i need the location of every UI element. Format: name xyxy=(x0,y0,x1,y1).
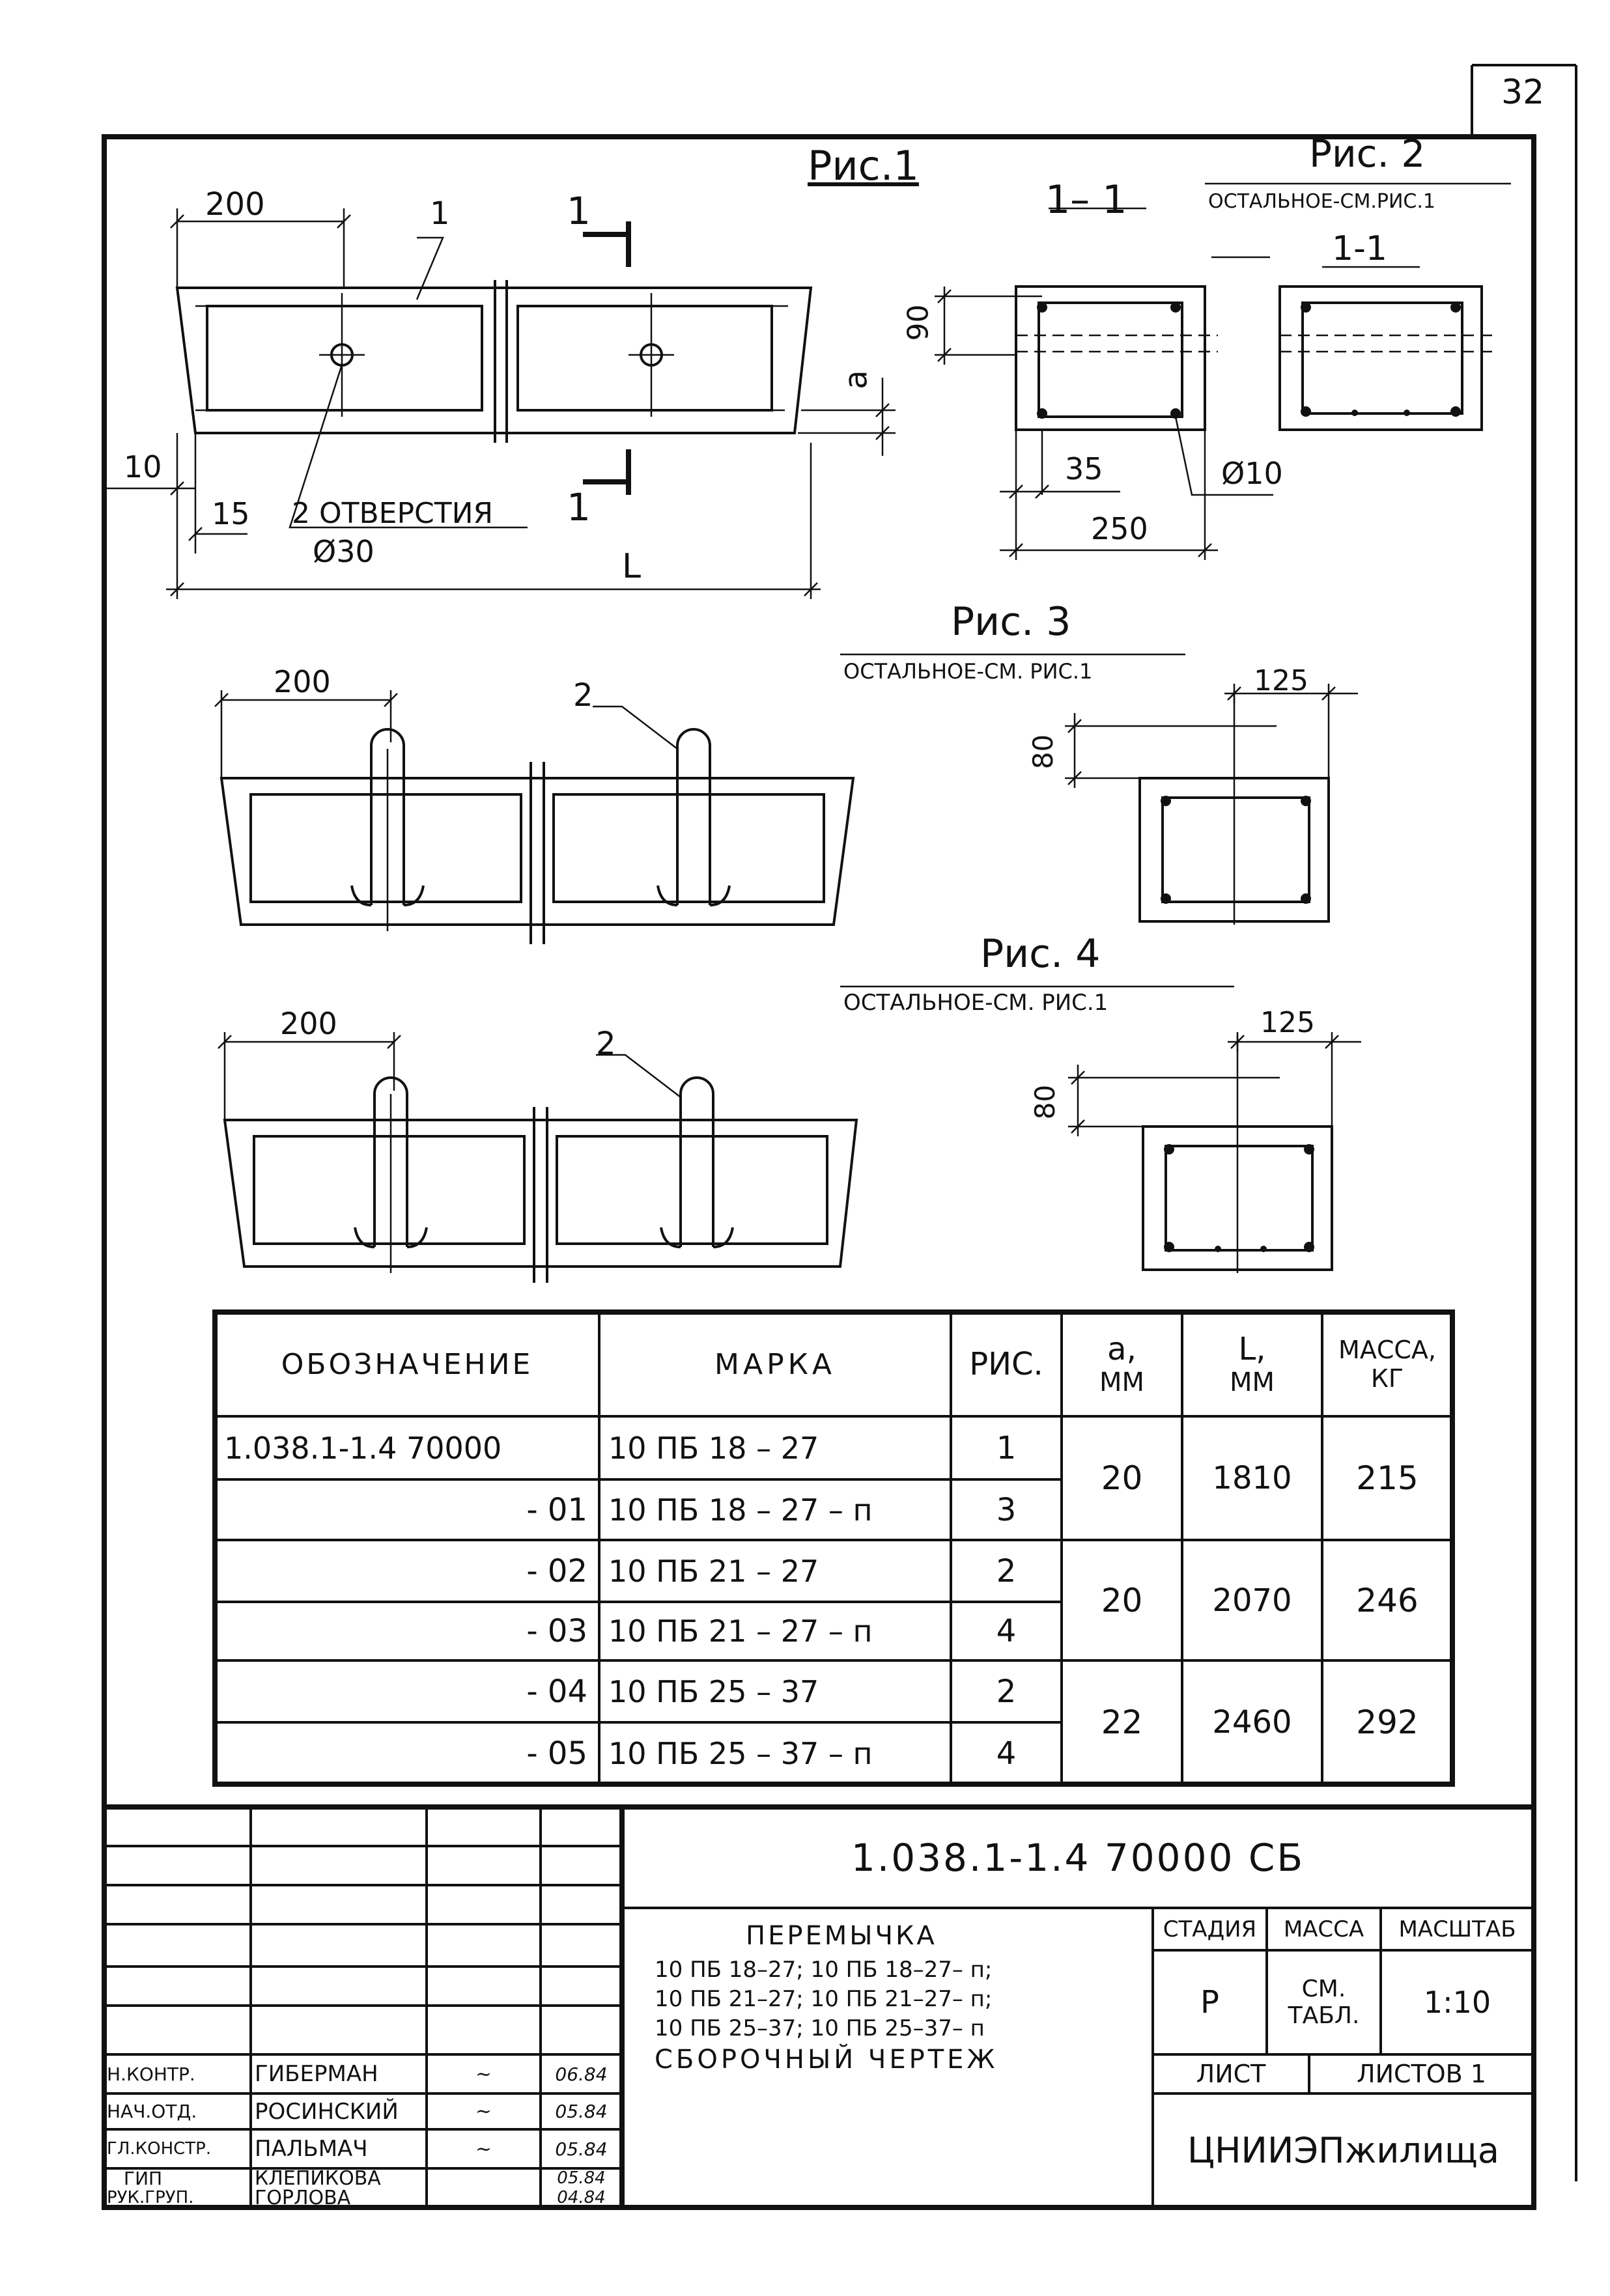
sign-date-5: 04.84 xyxy=(557,2188,606,2207)
table-row-4-mark: 10 ПБ 21 – 27 – п xyxy=(608,1614,873,1649)
fig1-section-mark-bottom: 1 xyxy=(567,485,591,529)
sign-role-1: Н.КОНТР. xyxy=(107,2063,195,2085)
header-L-unit: ММ xyxy=(1229,1367,1275,1397)
stage-label: СТАДИЯ xyxy=(1163,1916,1257,1942)
marks-line-1: 10 ПБ 18–27; 10 ПБ 18–27– п; xyxy=(655,1957,993,1983)
header-mass-unit: КГ xyxy=(1370,1364,1404,1393)
fig3-dim-200: 200 xyxy=(274,664,331,699)
fig1-dim-250: 250 xyxy=(1091,511,1148,546)
group-1-a: 20 xyxy=(1101,1459,1143,1497)
table-row-4-designation: - 03 xyxy=(526,1613,587,1649)
header-a-label: a, xyxy=(1107,1331,1137,1367)
header-designation: ОБОЗНАЧЕНИЕ xyxy=(281,1347,533,1381)
fig1-position-1: 1 xyxy=(430,195,450,232)
fig3-title: Рис. 3 xyxy=(951,599,1071,645)
sign-name-1: ГИБЕРМАН xyxy=(255,2061,378,2087)
header-mass-label: МАССА, xyxy=(1338,1336,1436,1364)
table-row-5-fig: 2 xyxy=(996,1673,1017,1710)
header-fig: РИС. xyxy=(969,1346,1043,1382)
group-3-L: 2460 xyxy=(1212,1704,1292,1741)
table-row-6-mark: 10 ПБ 25 – 37 – п xyxy=(608,1735,873,1771)
table-row-2-fig: 3 xyxy=(996,1491,1017,1528)
fig1-section-title: 1– 1 xyxy=(1045,177,1127,223)
fig4-dim-125: 125 xyxy=(1260,1006,1315,1039)
group-3-mass: 292 xyxy=(1356,1703,1419,1741)
stage-value: Р xyxy=(1200,1984,1219,2021)
fig1-dim-10: 10 xyxy=(124,449,162,484)
mass-value xyxy=(1267,1950,1381,2054)
table-row-2-mark: 10 ПБ 18 – 27 – п xyxy=(608,1492,873,1528)
fig2-section-title: 1-1 xyxy=(1332,229,1387,268)
fig1-section xyxy=(935,208,1273,560)
drawing-type: СБОРОЧНЫЙ ЧЕРТЕЖ xyxy=(655,2045,998,2075)
doc-code: 1.038.1-1.4 70000 СБ xyxy=(851,1835,1305,1880)
signature-2: ~ xyxy=(475,2100,492,2123)
fig4-note: ОСТАЛЬНОЕ-СМ. РИС.1 xyxy=(843,990,1109,1016)
sign-name-4: КЛЕПИКОВА xyxy=(255,2166,381,2190)
fig1-holes-note: 2 ОТВЕРСТИЯ xyxy=(292,497,494,530)
sign-role-4: ГИП xyxy=(124,2167,163,2189)
mass-value-line-1: СМ. xyxy=(1301,1976,1346,2002)
fig3-position-2: 2 xyxy=(573,677,593,714)
fig1-hole-diameter: Ø30 xyxy=(313,534,374,569)
sign-name-2: РОСИНСКИЙ xyxy=(255,2098,399,2125)
fig1-dim-L: L xyxy=(622,547,641,586)
sign-role-2: НАЧ.ОТД. xyxy=(107,2101,197,2122)
table-row-2-designation: - 01 xyxy=(526,1491,587,1528)
sign-date-2: 05.84 xyxy=(555,2101,608,2122)
sign-name-5: ГОРЛОВА xyxy=(255,2186,351,2209)
marks-line-3: 10 ПБ 25–37; 10 ПБ 25–37– п xyxy=(655,2015,985,2041)
organization: ЦНИИЭПжилища xyxy=(1187,2130,1499,2171)
table-row-1-mark: 10 ПБ 18 – 27 xyxy=(608,1430,819,1466)
group-3-a: 22 xyxy=(1101,1703,1143,1741)
fig4-title: Рис. 4 xyxy=(980,931,1101,977)
group-1-mass: 215 xyxy=(1356,1459,1419,1497)
fig4-section xyxy=(1068,1032,1361,1273)
fig1-title: Рис.1 xyxy=(808,142,919,189)
table-row-3-designation: - 02 xyxy=(526,1552,587,1589)
sign-name-3: ПАЛЬМАЧ xyxy=(255,2136,368,2162)
fig1-elevation xyxy=(104,208,896,599)
table-row-4-fig: 4 xyxy=(996,1613,1017,1649)
table-row-6-designation: - 05 xyxy=(526,1735,587,1772)
fig4-position-2: 2 xyxy=(596,1026,616,1062)
fig2-title: Рис. 2 xyxy=(1309,132,1426,176)
fig1-dim-200: 200 xyxy=(205,186,265,223)
fig3-elevation xyxy=(215,654,1185,944)
sheet-label: ЛИСТ xyxy=(1196,2060,1266,2088)
fig1-dim-a: a xyxy=(838,370,875,389)
table-row-3-mark: 10 ПБ 21 – 27 xyxy=(608,1553,819,1589)
fig1-dim-90: 90 xyxy=(901,304,935,341)
fig1-section-mark-top: 1 xyxy=(567,189,591,233)
fig3-note: ОСТАЛЬНОЕ-СМ. РИС.1 xyxy=(843,659,1093,684)
fig1-dim-15: 15 xyxy=(212,496,250,531)
mass-label: МАССА xyxy=(1283,1916,1364,1942)
header-a xyxy=(1062,1312,1182,1416)
fig3-dim-80: 80 xyxy=(1027,734,1060,770)
sign-date-1: 06.84 xyxy=(555,2063,608,2085)
table-row-6-fig: 4 xyxy=(996,1735,1017,1772)
fig4-elevation xyxy=(218,987,1234,1283)
group-2-mass: 246 xyxy=(1356,1581,1419,1619)
signature-1: ~ xyxy=(475,2062,492,2086)
sign-date-4: 05.84 xyxy=(557,2168,606,2188)
item-name: ПЕРЕМЫЧКА xyxy=(746,1921,937,1951)
header-mark: МАРКА xyxy=(714,1347,836,1381)
group-2-L: 2070 xyxy=(1212,1582,1292,1619)
marks-line-2: 10 ПБ 21–27; 10 ПБ 21–27– п; xyxy=(655,1986,993,2012)
fig1-rebar-diameter: Ø10 xyxy=(1221,456,1283,491)
fig3-dim-125: 125 xyxy=(1254,664,1308,697)
sign-role-5: РУК.ГРУП. xyxy=(107,2188,194,2207)
sign-role-3: ГЛ.КОНСТР. xyxy=(107,2139,212,2159)
sheet-number: 32 xyxy=(1501,73,1545,112)
header-L-label: L, xyxy=(1238,1331,1266,1367)
header-a-unit: ММ xyxy=(1099,1367,1145,1397)
table-row-1-fig: 1 xyxy=(996,1429,1017,1466)
header-L xyxy=(1182,1312,1322,1416)
fig3-section xyxy=(1065,684,1358,925)
mass-value-line-2: ТАБЛ. xyxy=(1288,2002,1360,2029)
table-row-5-designation: - 04 xyxy=(526,1673,587,1710)
group-1-L: 1810 xyxy=(1212,1460,1292,1496)
header-mass xyxy=(1322,1312,1452,1416)
fig2-note: ОСТАЛЬНОЕ-СМ.РИС.1 xyxy=(1208,190,1435,213)
fig4-dim-200: 200 xyxy=(280,1006,337,1041)
table-row-1-designation: 1.038.1-1.4 70000 xyxy=(224,1430,502,1466)
signature-3: ~ xyxy=(475,2137,492,2161)
table-row-5-mark: 10 ПБ 25 – 37 xyxy=(608,1673,819,1709)
scale-value: 1:10 xyxy=(1423,1985,1491,2020)
sheets-count: ЛИСТОВ 1 xyxy=(1357,2060,1486,2088)
table-row-3-fig: 2 xyxy=(996,1552,1017,1589)
fig4-dim-80: 80 xyxy=(1029,1084,1062,1120)
fig2-section xyxy=(1205,184,1511,430)
sign-date-3: 05.84 xyxy=(555,2138,608,2160)
scale-label: МАСШТАБ xyxy=(1398,1916,1516,1942)
fig1-dim-35: 35 xyxy=(1065,451,1103,486)
group-2-a: 20 xyxy=(1101,1581,1143,1619)
